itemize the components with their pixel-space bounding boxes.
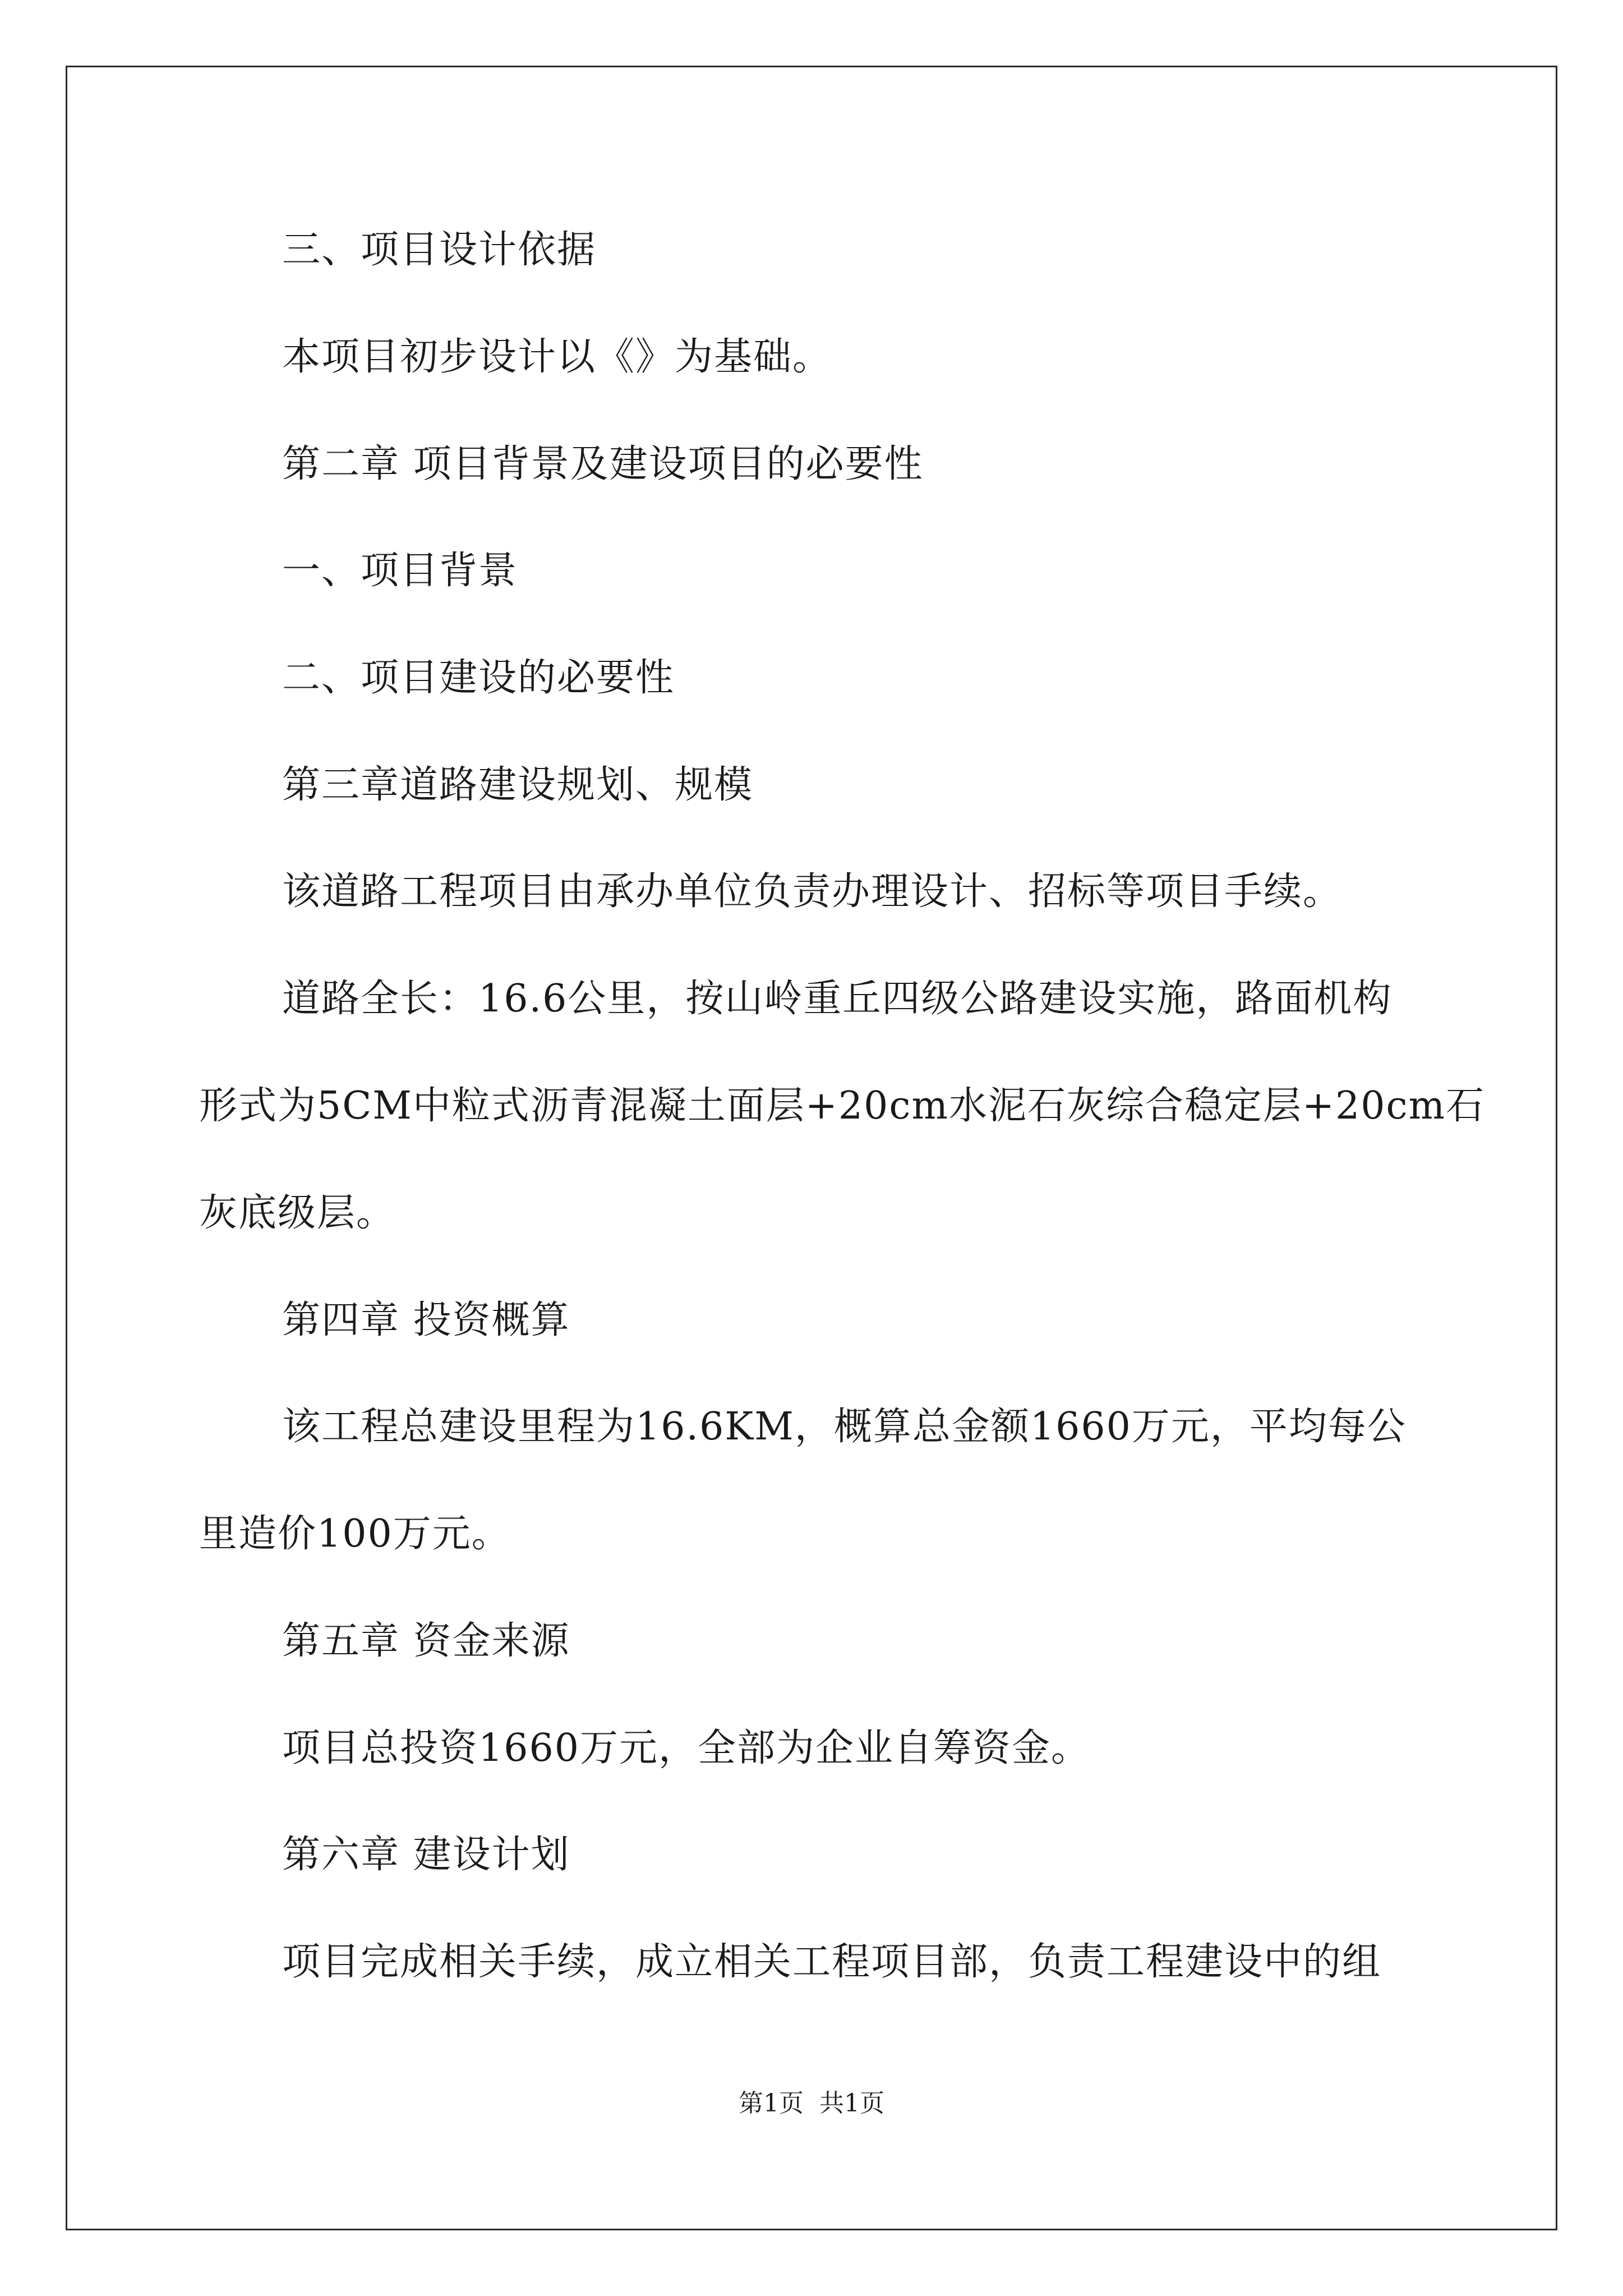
chapter-heading: 第六章 建设计划 [282,1833,570,1877]
page-footer: 第1页 共1页 [739,2089,884,2118]
paragraph-continuation: 灰底级层。 [199,1191,396,1235]
chapter-heading: 第三章道路建设规划、规模 [282,763,754,807]
section-heading: 一、项目背景 [282,549,518,593]
page-border [66,66,1557,2230]
paragraph: 该道路工程项目由承办单位负责办理设计、招标等项目手续。 [282,869,1343,914]
paragraph: 该工程总建设里程为16.6KM，概算总金额1660万元，平均每公 [282,1405,1407,1449]
section-heading: 三、项目设计依据 [282,228,597,272]
paragraph: 道路全长：16.6公里，按山岭重丘四级公路建设实施，路面机构 [282,977,1393,1021]
chapter-heading: 第五章 资金来源 [282,1619,570,1663]
chapter-heading: 第二章 项目背景及建设项目的必要性 [282,442,924,486]
chapter-heading: 第四章 投资概算 [282,1298,570,1342]
paragraph: 项目总投资1660万元，全部为企业自筹资金。 [282,1726,1091,1770]
paragraph: 项目完成相关手续，成立相关工程项目部，负责工程建设中的组 [282,1940,1382,1984]
paragraph-continuation: 里造价100万元。 [199,1512,511,1556]
paragraph: 本项目初步设计以《》为基础。 [282,335,832,379]
section-heading: 二、项目建设的必要性 [282,656,675,700]
paragraph-continuation: 形式为5CM中粒式沥青混凝土面层+20cm水泥石灰综合稳定层+20cm石 [199,1084,1486,1128]
